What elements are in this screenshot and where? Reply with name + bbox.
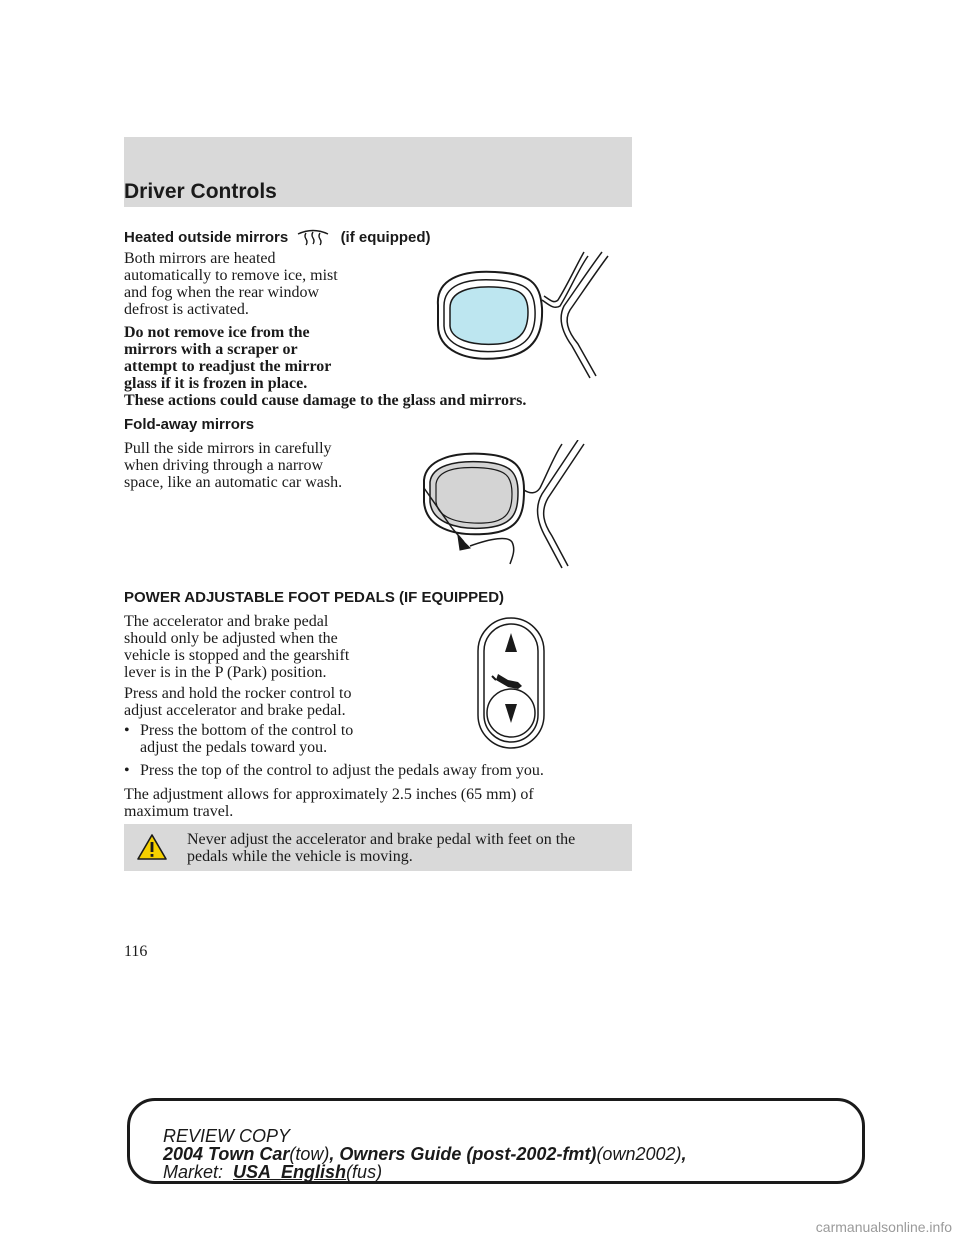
text-line: pedals while the vehicle is moving. [187, 848, 413, 865]
footer-model: 2004 Town Car [163, 1144, 290, 1164]
foldaway-heading: Fold-away mirrors [124, 416, 255, 433]
text-line: Never adjust the accelerator and brake pedal with feet on the [187, 831, 576, 848]
pedals-bullet-2 [124, 762, 544, 779]
text-line: Both mirrors are heated [124, 250, 276, 267]
text-line: The accelerator and brake pedal [124, 613, 329, 630]
footer-market-line [163, 1163, 382, 1181]
footer-document-line [163, 1145, 687, 1163]
text-line: maximum travel. [124, 803, 234, 820]
text-line: automatically to remove ice, mist [124, 267, 338, 284]
pedals-p2 [124, 685, 352, 719]
pedals-heading: POWER ADJUSTABLE FOOT PEDALS (IF EQUIPPED) [124, 589, 505, 606]
text-line: defrost is activated. [124, 301, 249, 318]
text-line: adjust the pedals toward you. [140, 739, 328, 756]
text-line: Press the top of the control to adjust the pedals away from you. [140, 762, 544, 779]
bullet-item [124, 762, 544, 779]
heated-mirrors-suffix: (if equipped) [340, 229, 431, 246]
text-line: should only be adjusted when the [124, 630, 338, 647]
footer-comma: , [681, 1144, 687, 1164]
text-line: The adjustment allows for approximately 2.5 inches (65 mm) of [124, 786, 534, 803]
watermark: carmanualsonline.info [815, 1219, 952, 1235]
heated-mirrors-title: Heated outside mirrors [124, 229, 289, 246]
text-line: Do not remove ice from the [124, 324, 310, 341]
footer-market-code: (fus) [346, 1162, 383, 1182]
section-title: Driver Controls [124, 180, 277, 203]
footer-market-label: Market: [163, 1162, 224, 1182]
text-line: glass if it is frozen in place. [124, 375, 308, 392]
footer-guide-code: (own2002) [596, 1144, 682, 1164]
footer-model-code: (tow) [289, 1144, 330, 1164]
page-number: 116 [124, 943, 148, 960]
text-line: Pull the side mirrors in carefully [124, 440, 332, 457]
text-line: Press the bottom of the control to [140, 722, 354, 739]
text-line: attempt to readjust the mirror [124, 358, 332, 375]
bullet-glyph: • [124, 722, 130, 739]
text-line: when driving through a narrow [124, 457, 324, 474]
text-line: adjust accelerator and brake pedal. [124, 702, 346, 719]
text-line: and fog when the rear window [124, 284, 320, 301]
text-line: lever is in the P (Park) position. [124, 664, 327, 681]
foldaway-mirror-illustration [412, 440, 588, 570]
pedals-p1 [124, 613, 349, 681]
pedal-rocker-control-illustration [474, 616, 548, 750]
footer-market-value: USA_English [233, 1162, 347, 1182]
warning-text [187, 831, 575, 865]
heated-mirrors-heading [124, 226, 431, 246]
heated-body [124, 250, 338, 318]
text-line: Press and hold the rocker control to [124, 685, 352, 702]
foldaway-body [124, 440, 342, 491]
heated-mirror-illustration [420, 250, 620, 382]
text-line: vehicle is stopped and the gearshift [124, 647, 350, 664]
text-line: These actions could cause damage to the glass and mirrors. [124, 392, 527, 409]
bullet-item [124, 722, 353, 756]
review-copy-label: REVIEW COPY [163, 1126, 291, 1146]
footer-guide: , Owners Guide (post-2002-fmt) [329, 1144, 597, 1164]
text-line: mirrors with a scraper or [124, 341, 298, 358]
bullet-glyph: • [124, 762, 130, 779]
pedals-p3 [124, 786, 534, 820]
warning-triangle-icon [136, 833, 168, 861]
rear-defrost-icon [296, 226, 330, 246]
pedals-bullet-1 [124, 722, 353, 756]
text-line: space, like an automatic car wash. [124, 474, 343, 491]
